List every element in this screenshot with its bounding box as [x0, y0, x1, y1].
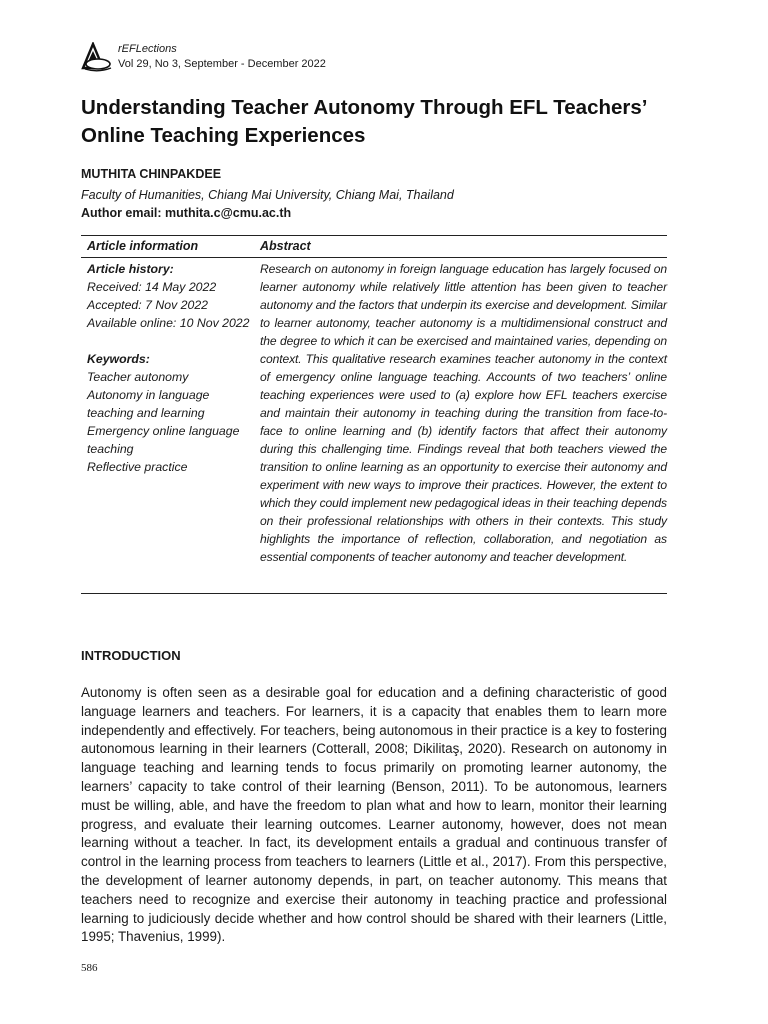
received-date: Received: 14 May 2022	[87, 280, 217, 294]
author-affiliation: Faculty of Humanities, Chiang Mai University, Chiang Mai, Thailand	[81, 188, 454, 202]
journal-triangle-logo-icon	[81, 42, 115, 72]
table-header-rule	[81, 257, 667, 258]
table-top-rule	[81, 235, 667, 236]
page-number: 586	[81, 962, 98, 974]
keyword: Autonomy in language	[87, 388, 210, 402]
author-name: MUTHITA CHINPAKDEE	[81, 167, 222, 181]
article-history-label: Article history:	[87, 262, 174, 276]
article-info-header: Article information	[87, 239, 199, 253]
author-email: Author email: muthita.c@cmu.ac.th	[81, 206, 292, 220]
journal-name: rEFLections	[118, 43, 177, 55]
available-online-date: Available online: 10 Nov 2022	[87, 316, 250, 330]
accepted-date: Accepted: 7 Nov 2022	[87, 298, 208, 312]
article-info-column	[87, 260, 257, 476]
journal-issue: Vol 29, No 3, September - December 2022	[118, 58, 326, 70]
introduction-heading: INTRODUCTION	[81, 648, 181, 663]
article-title: Understanding Teacher Autonomy Through EFL Teachers’ Online Teaching Experiences	[81, 96, 647, 147]
abstract-text: Research on autonomy in foreign language education has largely focused on learner autonomy while relatively little attention has been given to teacher autonomy and the factors that underpin its exercise and development. Similar to learner autonomy, teacher autonomy is a multidimensional construct and the degree to which it can be exercised and maintained varies, depending on context. This qualitative research examines teacher autonomy in the context of emergency online language teaching. Accounts of two teachers’ online teaching experiences were used to (a) explore how EFL teachers exercise and maintain their autonomy in teaching during the transition from face-to-face to online learning and (b) identify factors that affect their autonomy during this challenging time. Findings reveal that both teachers viewed the transition to online learning as an opportunity to exercise their autonomy and experiment with new ways to improve their practices. However, the extent to which they could implement new pedagogical ideas in their teaching depends on their professional relationships with others in their contexts. This study highlights the importance of reflection, collaboration, and negotiation as essential components of teacher autonomy and teacher development.	[260, 262, 667, 564]
keyword: teaching	[87, 442, 134, 456]
keyword: Teacher autonomy	[87, 370, 189, 384]
keyword: teaching and learning	[87, 406, 205, 420]
introduction-paragraph: Autonomy is often seen as a desirable goal for education and a defining characteristic of good language learners and teachers. For learners, it is a capacity that enables them to learn more independently and effectively. For teachers, being autonomous in their practice is a key to fostering autonomous learning in their learners (Cotterall, 2008; Dikilitaş, 2020). Research on autonomy in language teaching and learning tends to focus primarily on promoting learner autonomy, the learners’ capacity to take control of their learning (Benson, 2011). To be autonomous, learners must be willing, able, and have the freedom to plan what and how to learn, monitor their learning progress, and evaluate their learning outcomes. Learner autonomy, however, does not mean learning without a teacher. In fact, its development entails a gradual and continuous transfer of control in the learning process from teachers to learners (Little et al., 2017). From this perspective, the development of learner autonomy depends, in part, on teacher autonomy. This means that teachers need to recognize and exercise their autonomy in teaching practice and professional learning to judiciously decide whether and how control should be shared with their learners (Little, 1995; Thavenius, 1999).	[81, 685, 667, 945]
keyword: Reflective practice	[87, 460, 188, 474]
keywords-label: Keywords:	[87, 352, 150, 366]
table-bottom-rule	[81, 593, 667, 594]
abstract-header: Abstract	[260, 239, 311, 253]
keyword: Emergency online language	[87, 424, 240, 438]
